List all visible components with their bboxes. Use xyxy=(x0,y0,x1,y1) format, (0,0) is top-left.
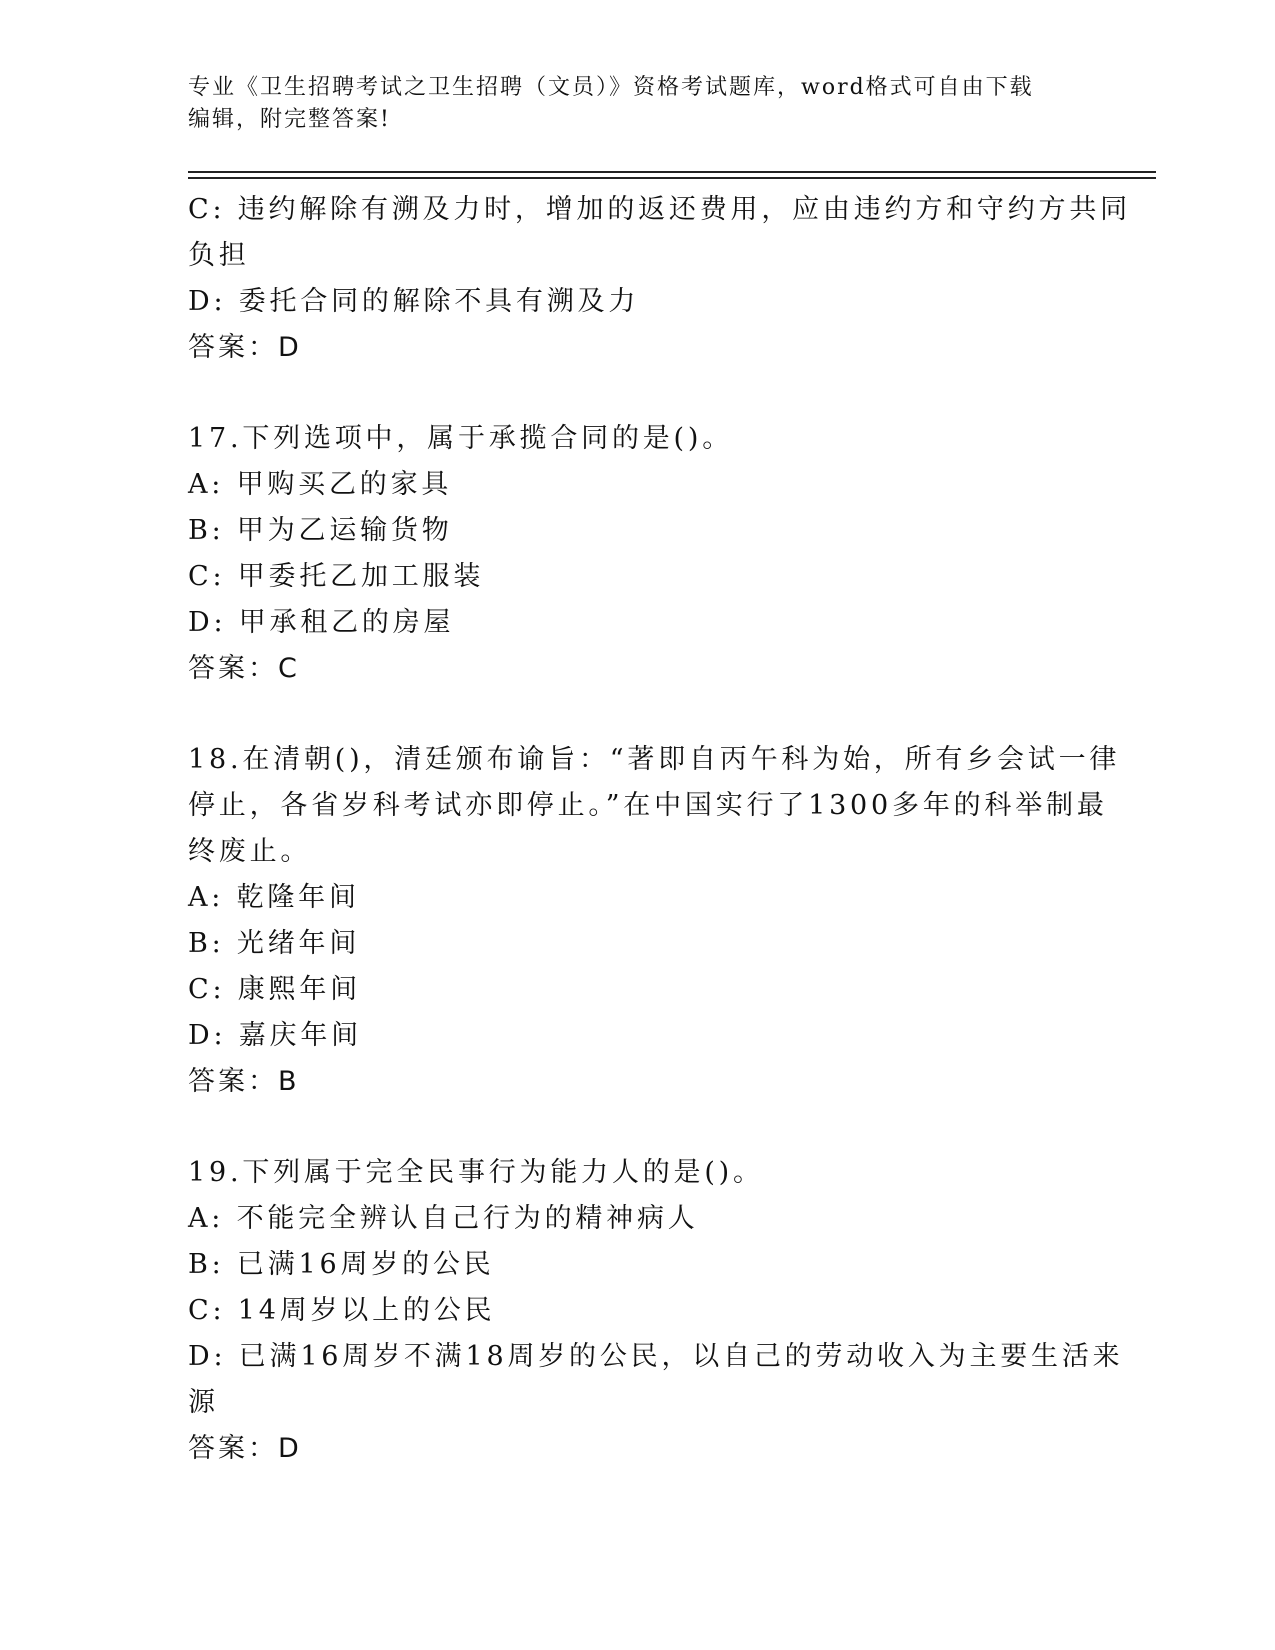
option-c: C: 14周岁以上的公民 xyxy=(188,1295,496,1326)
question-text-line-2: 停止，各省岁科考试亦即停止。”在中国实行了1300多年的科举制最 xyxy=(188,790,1108,821)
option-b: B: 已满16周岁的公民 xyxy=(188,1249,495,1280)
question-text-line-3: 终废止。 xyxy=(188,836,312,867)
question-19 xyxy=(188,1150,1124,1472)
option-b: B: 甲为乙运输货物 xyxy=(188,515,453,546)
answer: 答案：C xyxy=(188,653,300,684)
question-list xyxy=(188,187,1131,1472)
answer: 答案：B xyxy=(188,1066,300,1097)
question-17 xyxy=(188,416,1068,692)
option-c: C: 康熙年间 xyxy=(188,974,361,1005)
option-a: A: 乾隆年间 xyxy=(188,882,360,913)
option-d: D: 委托合同的解除不具有溯及力 xyxy=(188,286,640,317)
header-rule-bottom xyxy=(188,177,1156,179)
question-text-line-1: 18.在清朝()，清廷颁布谕旨：“著即自丙午科为始，所有乡会试一律 xyxy=(188,744,1121,775)
option-d: D: 已满16周岁不满18周岁的公民，以自己的劳动收入为主要生活来 xyxy=(188,1341,1124,1372)
option-d: D: 嘉庆年间 xyxy=(188,1020,362,1051)
question-18 xyxy=(188,737,1121,1105)
answer: 答案：D xyxy=(188,1433,302,1464)
option-d: D: 甲承租乙的房屋 xyxy=(188,607,455,638)
option-c: C: 甲委托乙加工服装 xyxy=(188,561,485,592)
question-text: 17.下列选项中，属于承揽合同的是()。 xyxy=(188,423,734,454)
question-16-tail xyxy=(188,187,1131,371)
header-line-1: 专业《卫生招聘考试之卫生招聘（文员）》资格考试题库，word格式可自由下载 xyxy=(188,75,1034,100)
option-a: A: 不能完全辨认自己行为的精神病人 xyxy=(188,1203,699,1234)
option-b: B: 光绪年间 xyxy=(188,928,361,959)
header-rule-top xyxy=(188,171,1156,173)
option-a: A: 甲购买乙的家具 xyxy=(188,469,453,500)
option-d-continued: 源 xyxy=(188,1387,219,1418)
header-line-2: 编辑，附完整答案! xyxy=(188,107,391,132)
document-header xyxy=(188,72,1068,136)
option-c-continued: 负担 xyxy=(188,240,250,271)
option-c: C: 违约解除有溯及力时，增加的返还费用，应由违约方和守约方共同 xyxy=(188,194,1131,225)
question-text: 19.下列属于完全民事行为能力人的是()。 xyxy=(188,1157,764,1188)
answer: 答案：D xyxy=(188,332,302,363)
